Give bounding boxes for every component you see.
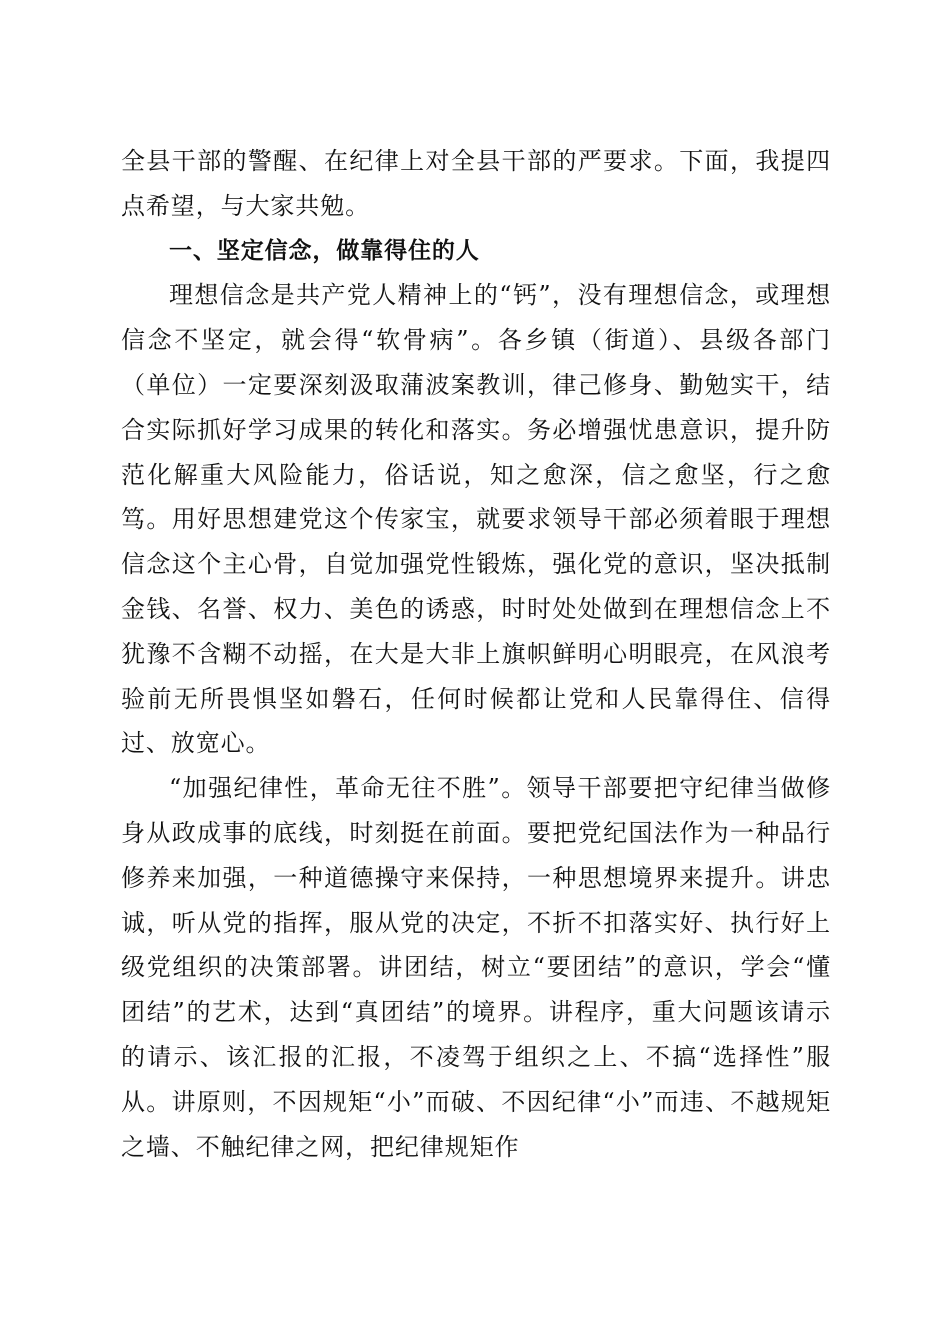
document-body	[121, 139, 831, 1169]
continuation-paragraph: 全县干部的警醒、在纪律上对全县干部的严要求。下面，我提四点希望，与大家共勉。	[121, 147, 831, 220]
body-paragraph-ideals: 理想信念是共产党人精神上的“钙”，没有理想信念，或理想信念不坚定，就会得“软骨病”。各乡镇（街道）、县级各部门（单位）一定要深刻汲取蒲波案教训，律己修身、勤勉实干，结合实际抓好学习成果的转化和落实。务必增强忧患意识，提升防范化解重大风险能力，俗话说，知之愈深，信之愈坚，行之愈笃。用好思想建党这个传家宝，就要求领导干部必须着眼于理想信念这个主心骨，自觉加强党性锻炼，强化党的意识，坚决抵制金钱、名誉、权力、美色的诱惑，时时处处做到在理想信念上不犹豫不含糊不动摇，在大是大非上旗帜鲜明心明眼亮，在风浪考验前无所畏惧坚如磐石，任何时候都让党和人民靠得住、信得过、放宽心。	[121, 281, 831, 758]
body-paragraph-discipline: “加强纪律性，革命无往不胜”。领导干部要把守纪律当做修身从政成事的底线，时刻挺在前面。要把党纪国法作为一种品行修养来加强，一种道德操守来保持，一种思想境界来提升。讲忠诚，听从党的指挥，服从党的决定，不折不扣落实好、执行好上级党组织的决策部署。讲团结，树立“要团结”的意识，学会“懂团结”的艺术，达到“真团结”的境界。讲程序，重大问题该请示的请示、该汇报的汇报，不凌驾于组织之上、不搞“选择性”服从。讲原则，不因规矩“小”而破、不因纪律“小”而违、不越规矩之墙、不触纪律之网，把纪律规矩作	[121, 774, 831, 1161]
section-heading: 一、坚定信念，做靠得住的人	[169, 237, 480, 264]
